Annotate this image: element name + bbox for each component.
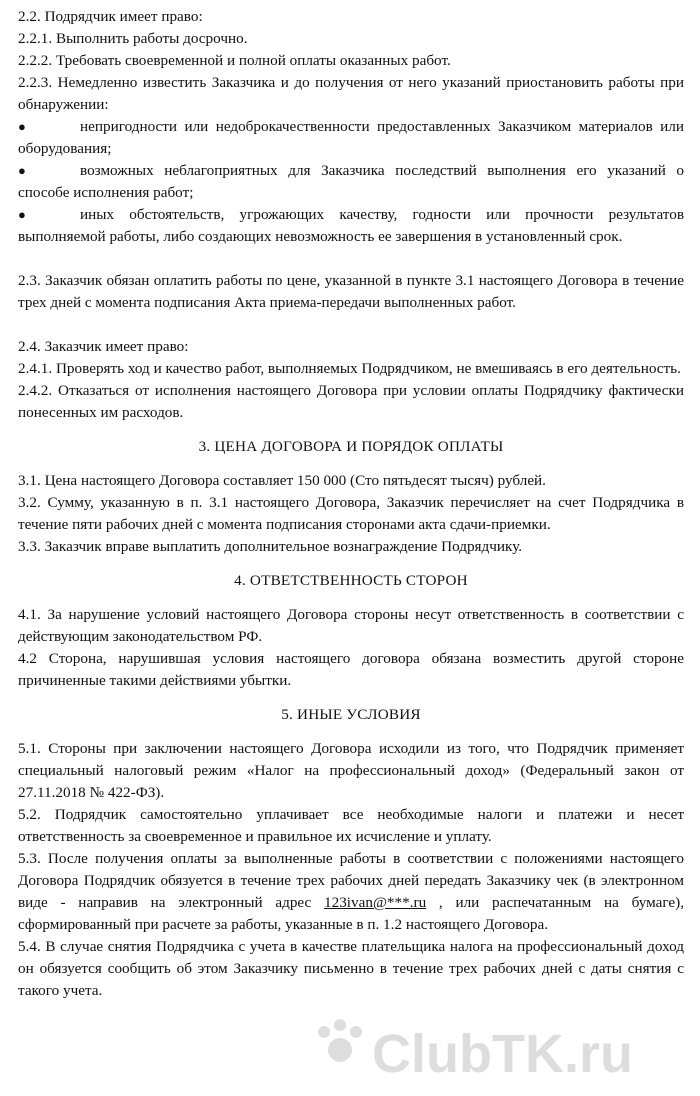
spacer <box>18 248 684 270</box>
spacer <box>18 314 684 336</box>
clause-5-2: 5.2. Подрядчик самостоятельно уплачивает все необходимые налоги и платежи и несет ответственность за своевременное и правильное их исчисление и уплату. <box>18 806 684 845</box>
clause-4-1: 4.1. За нарушение условий настоящего Договора стороны несут ответственность в соответствии с действующим законодательством РФ. <box>18 606 684 645</box>
spacer <box>18 692 684 704</box>
clause-2-2: 2.2. Подрядчик имеет право: <box>18 8 203 25</box>
clause-2-2-1: 2.2.1. Выполнить работы досрочно. <box>18 30 248 47</box>
bullet-item <box>18 160 684 204</box>
clause-2-3: 2.3. Заказчик обязан оплатить работы по цене, указанной в пункте 3.1 настоящего Договора в течение трех дней с момента подписания Акта приема-передачи выполненных работ. <box>18 272 684 311</box>
clause-2-4-1: 2.4.1. Проверять ход и качество работ, выполняемых Подрядчиком, не вмешиваясь в его деятельность. <box>18 360 681 377</box>
clause-2-2-2: 2.2.2. Требовать своевременной и полной оплаты оказанных работ. <box>18 52 451 69</box>
clause-3-1: 3.1. Цена настоящего Договора составляет 150 000 (Сто пятьдесят тысяч) рублей. <box>18 472 546 489</box>
watermark-text: ClubTK.ru <box>372 1024 633 1084</box>
bullet-item <box>18 116 684 160</box>
bullet-text: возможных неблагоприятных для Заказчика последствий выполнения его указаний о способе исполнения работ; <box>18 162 684 201</box>
clause-2-4: 2.4. Заказчик имеет право: <box>18 338 189 355</box>
spacer <box>18 458 684 470</box>
spacer <box>18 592 684 604</box>
clause-2-2-3: 2.2.3. Немедленно известить Заказчика и до получения от него указаний приостановить работы при обнаружении: <box>18 74 684 113</box>
clause-3-2: 3.2. Сумму, указанную в п. 3.1 настоящего Договора, Заказчик перечисляет на счет Подрядчика в течение пяти рабочих дней с момента подписания сторонами акта сдачи-приемки. <box>18 494 684 533</box>
spacer <box>18 424 684 436</box>
clause-5-3-text: 5.3. После получения оплаты за выполненные работы в соответствии с положениями настоящего Договора Подрядчик обязуется в течение трех рабочих дней передать Заказчику чек (в электронном виде - направив на электронный адрес <box>18 850 684 911</box>
bullet-text: непригодности или недоброкачественности предоставленных Заказчиком материалов или оборудования; <box>18 118 684 157</box>
bullet-dot-icon: ● <box>18 207 26 222</box>
clause-2-4-2: 2.4.2. Отказаться от исполнения настоящего Договора при условии оплаты Подрядчику фактически понесенных им расходов. <box>18 382 684 421</box>
bullet-item <box>18 204 684 248</box>
bullet-dot-icon: ● <box>18 163 26 178</box>
bullet-dot-icon: ● <box>18 119 26 134</box>
clause-5-3-text-end: , или распечатанным на бумаге), сформированный при расчете за работы, указанные в п. 1.2 настоящего Договора. <box>18 894 684 933</box>
section-5-heading: 5. ИНЫЕ УСЛОВИЯ <box>281 706 421 723</box>
spacer <box>18 558 684 570</box>
section-4-heading: 4. ОТВЕТСТВЕННОСТЬ СТОРОН <box>234 572 468 589</box>
clause-5-4: 5.4. В случае снятия Подрядчика с учета в качестве плательщика налога на профессиональный доход он обязуется сообщить об этом Заказчику письменно в течение трех рабочих дней с даты снятия с такого учета. <box>18 938 684 999</box>
clause-5-3 <box>18 848 684 936</box>
email-link[interactable]: 123ivan@***.ru <box>324 894 427 911</box>
clause-3-3: 3.3. Заказчик вправе выплатить дополнительное вознаграждение Подрядчику. <box>18 538 523 555</box>
spacer <box>18 726 684 738</box>
bullet-text: иных обстоятельств, угрожающих качеству, годности или прочности результатов выполняемой работы, либо создающих невозможность ее завершения в установленный срок. <box>18 206 684 245</box>
section-3-heading: 3. ЦЕНА ДОГОВОРА И ПОРЯДОК ОПЛАТЫ <box>198 438 504 455</box>
clause-5-1: 5.1. Стороны при заключении настоящего Договора исходили из того, что Подрядчик применяет специальный налоговый режим «Налог на профессиональный доход» (Федеральный закон от 27.11.2018 № 422-ФЗ). <box>18 740 684 801</box>
clause-4-2: 4.2 Сторона, нарушившая условия настоящего договора обязана возместить другой стороне причиненные такими действиями убытки. <box>18 650 684 689</box>
